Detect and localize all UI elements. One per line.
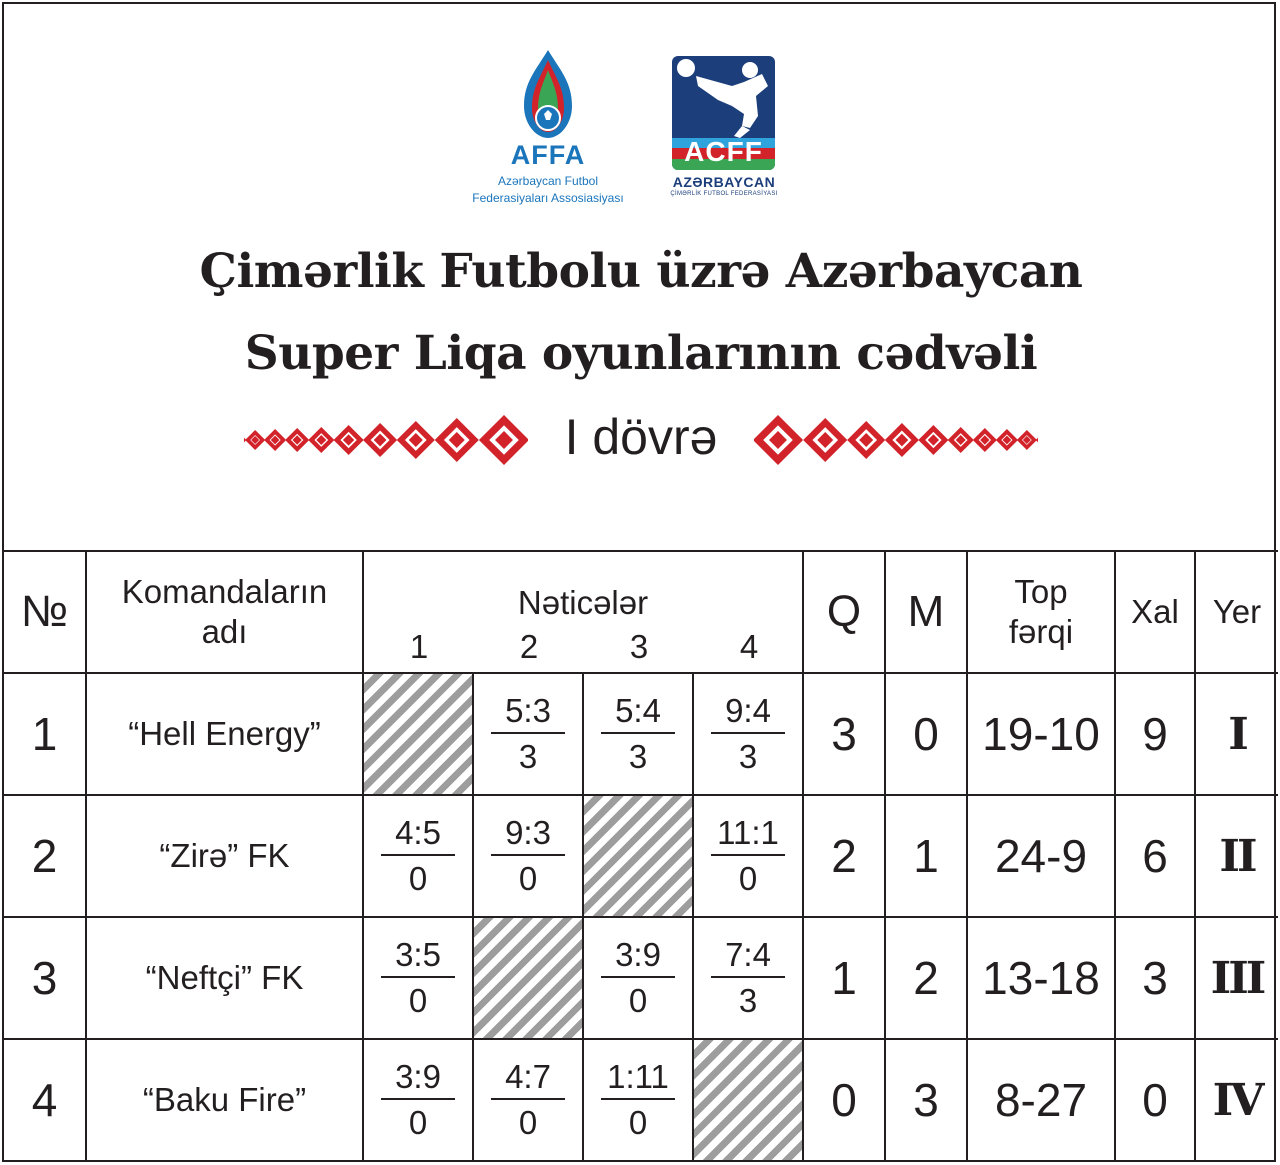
match-points: 3	[738, 738, 758, 775]
row-number: 2	[4, 795, 86, 917]
match-score: 4:5	[381, 814, 455, 856]
result-fraction	[711, 936, 785, 1020]
row-number: 4	[4, 1039, 86, 1160]
match-points: 0	[408, 860, 428, 897]
place-rank: IV	[1195, 1039, 1278, 1160]
match-score: 3:9	[601, 936, 675, 978]
header-place: Yer	[1195, 551, 1278, 673]
result-fraction	[601, 692, 675, 776]
match-points: 3	[628, 738, 648, 775]
table-row	[4, 917, 1278, 1039]
wins-count: 3	[803, 673, 885, 795]
result-cell	[473, 795, 583, 917]
match-score: 5:4	[601, 692, 675, 734]
wins-count: 1	[803, 917, 885, 1039]
round-label: I dövrə	[564, 409, 718, 465]
place-rank: II	[1195, 795, 1278, 917]
result-fraction	[711, 692, 785, 776]
match-score: 1:11	[601, 1058, 675, 1100]
table-row	[4, 1039, 1278, 1160]
ornament-right-icon	[754, 414, 1038, 466]
acff-name: AZƏRBAYCAN	[672, 174, 776, 190]
table-row	[4, 795, 1278, 917]
match-score: 9:4	[711, 692, 785, 734]
header-losses: M	[885, 551, 967, 673]
points-total: 9	[1115, 673, 1195, 795]
acff-abbr: ACFF	[684, 136, 763, 167]
match-points: 0	[628, 982, 648, 1019]
result-cell	[363, 917, 473, 1039]
wins-count: 2	[803, 795, 885, 917]
goal-difference: 8-27	[967, 1039, 1115, 1160]
points-total: 6	[1115, 795, 1195, 917]
result-cell	[693, 795, 803, 917]
team-name: “Zirə” FK	[86, 795, 363, 917]
acff-emblem	[672, 56, 775, 170]
match-score: 11:1	[711, 814, 785, 856]
goal-difference: 19-10	[967, 673, 1115, 795]
points-total: 0	[1115, 1039, 1195, 1160]
header-result-col-4: 4	[739, 628, 759, 665]
match-score: 9:3	[491, 814, 565, 856]
acff-subtitle: ÇİMƏRLİK FUTBOL FEDERASİYASI	[670, 191, 778, 197]
match-points: 0	[738, 860, 758, 897]
standings-sheet	[2, 2, 1276, 1162]
self-match-cell	[473, 917, 583, 1039]
match-score: 4:7	[491, 1058, 565, 1100]
match-points: 0	[518, 1104, 538, 1141]
result-cell	[693, 673, 803, 795]
losses-count: 2	[885, 917, 967, 1039]
result-fraction	[491, 814, 565, 898]
row-number: 3	[4, 917, 86, 1039]
losses-count: 0	[885, 673, 967, 795]
result-cell	[583, 917, 693, 1039]
affa-line-1: Azərbaycan Futbol	[497, 174, 599, 188]
title-line-1: Çimərlik Futbolu üzrə Azərbaycan	[199, 244, 1083, 299]
match-score: 3:9	[381, 1058, 455, 1100]
points-total: 3	[1115, 917, 1195, 1039]
header-results-title: Nəticələr	[517, 584, 649, 621]
result-fraction	[711, 814, 785, 898]
result-fraction	[491, 692, 565, 776]
header	[4, 4, 1274, 550]
affa-logo	[466, 48, 630, 208]
place-rank: I	[1195, 673, 1278, 795]
result-fraction	[381, 1058, 455, 1142]
goal-difference: 24-9	[967, 795, 1115, 917]
self-match-cell	[583, 795, 693, 917]
header-result-col-3: 3	[629, 628, 649, 665]
match-points: 0	[518, 860, 538, 897]
header-result-col-1: 1	[409, 628, 429, 665]
header-points: Xal	[1115, 551, 1195, 673]
result-cell	[363, 1039, 473, 1160]
header-goal-diff: Top fərqi	[967, 551, 1115, 673]
acff-logo	[664, 54, 784, 204]
match-score: 7:4	[711, 936, 785, 978]
row-number: 1	[4, 673, 86, 795]
title-line-2: Super Liqa oyunlarının cədvəli	[244, 326, 1038, 381]
match-score: 3:5	[381, 936, 455, 978]
team-name: “Neftçi” FK	[86, 917, 363, 1039]
match-points: 0	[408, 1104, 428, 1141]
result-fraction	[381, 936, 455, 1020]
header-result-col-2: 2	[519, 628, 539, 665]
goal-difference: 13-18	[967, 917, 1115, 1039]
result-fraction	[601, 1058, 675, 1142]
result-cell	[473, 1039, 583, 1160]
table-header-row	[4, 551, 1278, 673]
affa-line-2: Federasiyaları Assosiasiyası	[472, 191, 624, 205]
table-row	[4, 673, 1278, 795]
header-results	[363, 551, 803, 673]
losses-count: 1	[885, 795, 967, 917]
result-cell	[693, 917, 803, 1039]
match-points: 3	[518, 738, 538, 775]
wins-count: 0	[803, 1039, 885, 1160]
result-fraction	[381, 814, 455, 898]
result-fraction	[491, 1058, 565, 1142]
team-name: “Hell Energy”	[86, 673, 363, 795]
losses-count: 3	[885, 1039, 967, 1160]
match-score: 5:3	[491, 692, 565, 734]
result-cell	[583, 673, 693, 795]
standings-table	[4, 550, 1278, 1160]
result-cell	[363, 795, 473, 917]
self-match-cell	[693, 1039, 803, 1160]
match-points: 0	[628, 1104, 648, 1141]
result-fraction	[601, 936, 675, 1020]
result-cell	[473, 673, 583, 795]
team-name: “Baku Fire”	[86, 1039, 363, 1160]
match-points: 0	[408, 982, 428, 1019]
header-team: Komandaların adı	[86, 551, 363, 673]
affa-flame-icon	[516, 48, 580, 140]
header-no: №	[4, 551, 86, 673]
self-match-cell	[363, 673, 473, 795]
header-wins: Q	[803, 551, 885, 673]
match-points: 3	[738, 982, 758, 1019]
place-rank: III	[1195, 917, 1278, 1039]
result-cell	[583, 1039, 693, 1160]
affa-abbr: AFFA	[510, 140, 586, 170]
